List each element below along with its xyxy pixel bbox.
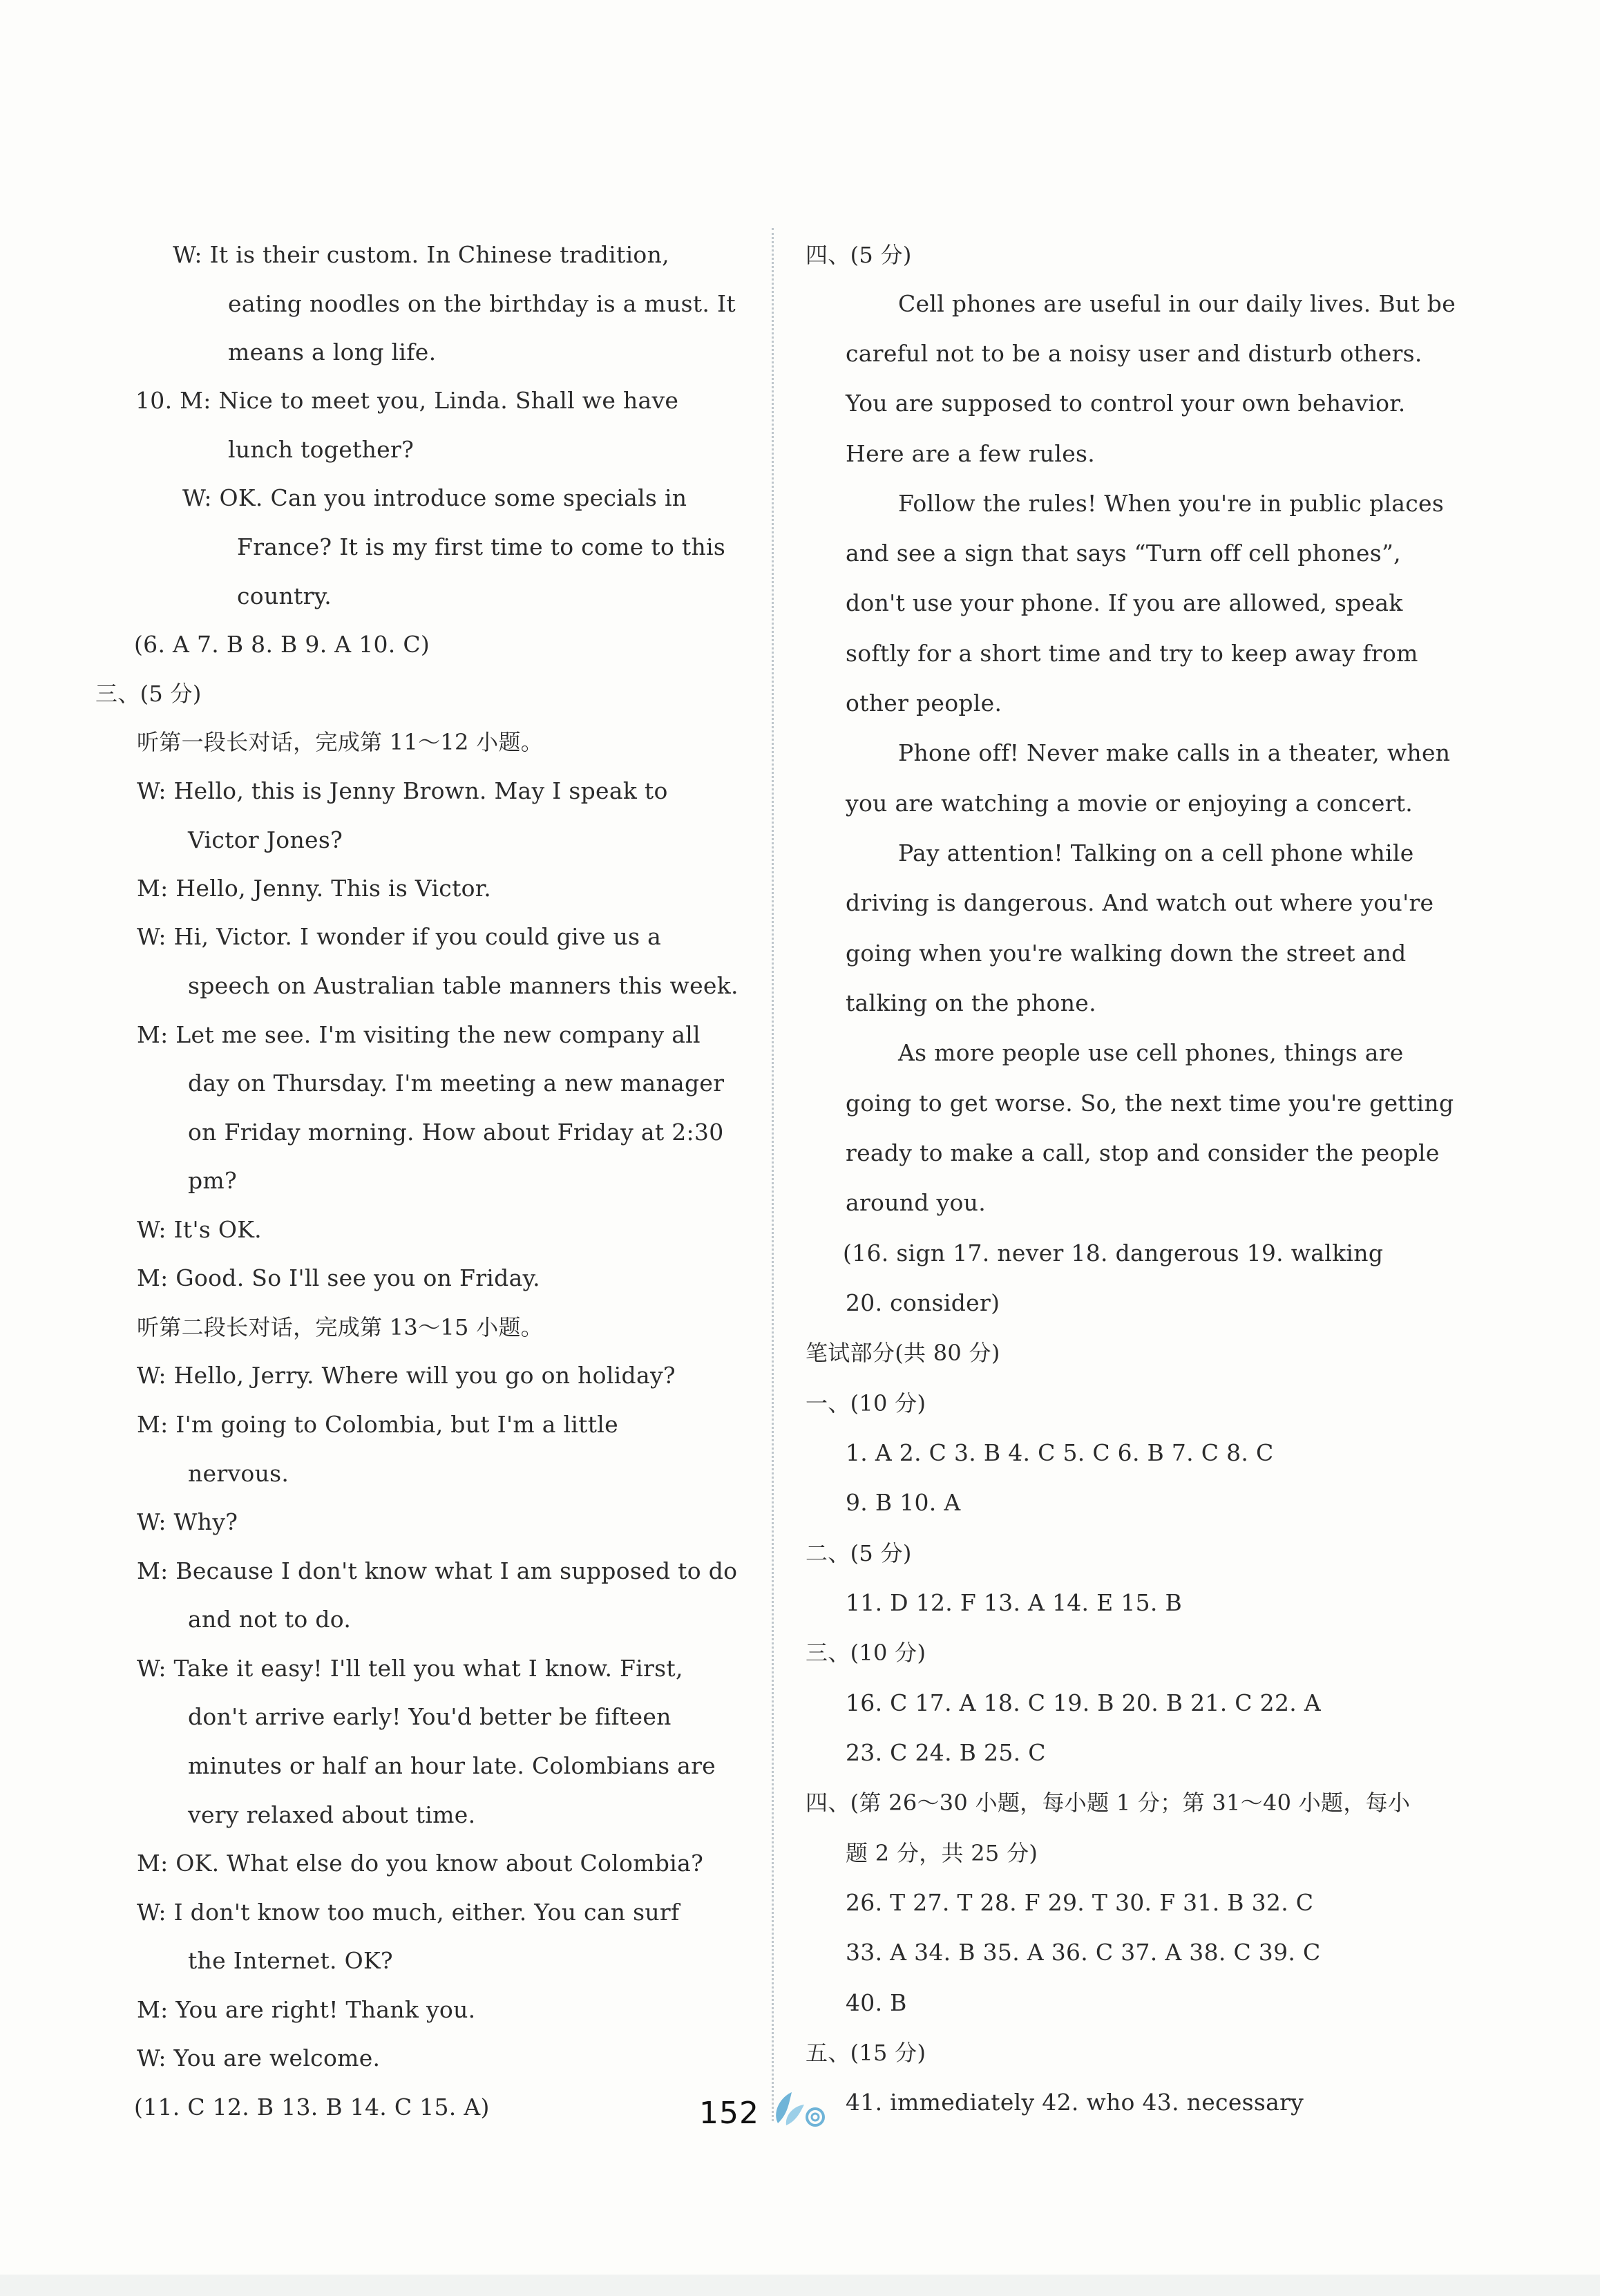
passage-line: talking on the phone. xyxy=(846,989,1096,1016)
dialog-2-line: and not to do. xyxy=(188,1606,352,1633)
answers-16-20-line-2: 20. consider) xyxy=(846,1289,1000,1316)
answers-6-10: (6. A 7. B 8. B 9. A 10. C) xyxy=(134,631,430,658)
dialog-1-line: M: Good. So I'll see you on Friday. xyxy=(137,1264,540,1291)
dialog-10-w-line-1: W: OK. Can you introduce some specials in xyxy=(182,484,687,511)
passage-line: around you. xyxy=(846,1189,986,1216)
dialog-1-line: day on Thursday. I'm meeting a new manager xyxy=(188,1070,725,1097)
part-4-answers-line-2: 33. A 34. B 35. A 36. C 37. A 38. C 39. C xyxy=(846,1939,1321,1966)
part-4-header-line-2: 题 2 分，共 25 分) xyxy=(846,1840,1038,1866)
dialog-1-line: W: Hello, this is Jenny Brown. May I speak to xyxy=(137,777,668,804)
part-3-header: 三、(10 分) xyxy=(806,1640,926,1666)
dialog-9-w-line-3: means a long life. xyxy=(228,339,437,366)
dialog-2-line: don't arrive early! You'd better be fifteen xyxy=(188,1703,672,1730)
passage-line: don't use your phone. If you are allowed, speak xyxy=(846,589,1403,616)
passage-line: As more people use cell phones, things are xyxy=(898,1039,1404,1066)
right-column xyxy=(788,0,1600,2296)
part-4-header-line-1: 四、(第 26～30 小题，每小题 1 分；第 31～40 小题，每小 xyxy=(806,1790,1411,1816)
bottom-edge-band xyxy=(0,2275,1600,2296)
page-number: 152 xyxy=(699,2096,759,2131)
part-1-answers-line-2: 9. B 10. A xyxy=(846,1489,961,1516)
dialog-2-line: W: Take it easy! I'll tell you what I know. First, xyxy=(137,1655,683,1682)
part-4-answers-line-1: 26. T 27. T 28. F 29. T 30. F 31. B 32. C xyxy=(846,1889,1314,1916)
section-4-header: 四、(5 分) xyxy=(806,242,912,268)
passage-line: other people. xyxy=(846,690,1002,717)
passage-line: careful not to be a noisy user and disturb others. xyxy=(846,340,1422,367)
dialog-2-line: W: Why? xyxy=(137,1508,238,1535)
part-2-header: 二、(5 分) xyxy=(806,1540,912,1566)
dialog-1-line: M: Let me see. I'm visiting the new company all xyxy=(137,1021,701,1048)
dialog-1-line: Victor Jones? xyxy=(188,826,343,853)
part-3-answers-line-1: 16. C 17. A 18. C 19. B 20. B 21. C 22. A xyxy=(846,1689,1321,1716)
answers-16-20-line-1: (16. sign 17. never 18. dangerous 19. walking xyxy=(843,1240,1384,1266)
dialog-2-line: the Internet. OK? xyxy=(188,1947,393,1974)
left-column xyxy=(0,0,767,2296)
part-3-answers-line-2: 23. C 24. B 25. C xyxy=(846,1739,1046,1766)
part-1-answers-line-1: 1. A 2. C 3. B 4. C 5. C 6. B 7. C 8. C xyxy=(846,1439,1274,1466)
passage-line: Phone off! Never make calls in a theater, when xyxy=(898,739,1451,766)
dialog-1-line: pm? xyxy=(188,1167,238,1194)
dialog-2-line: M: Because I don't know what I am supposed to do xyxy=(137,1557,738,1584)
dialog-1-line: M: Hello, Jenny. This is Victor. xyxy=(137,875,492,902)
dialog-1-line: W: Hi, Victor. I wonder if you could give us a xyxy=(137,923,662,950)
dialog-2-line: W: I don't know too much, either. You can surf xyxy=(137,1899,680,1926)
part-2-answers: 11. D 12. F 13. A 14. E 15. B xyxy=(846,1589,1183,1616)
passage-line: and see a sign that says “Turn off cell phones”, xyxy=(846,540,1401,567)
passage-line: going to get worse. So, the next time you're getting xyxy=(846,1090,1454,1117)
passage-line: softly for a short time and try to keep away from xyxy=(846,640,1418,667)
dialog-10-m-line-1: 10. M: Nice to meet you, Linda. Shall we have xyxy=(135,387,679,414)
section-3-intro-2: 听第二段长对话，完成第 13～15 小题。 xyxy=(137,1314,544,1340)
passage-line: Follow the rules! When you're in public places xyxy=(898,490,1445,517)
dialog-10-w-line-2: France? It is my first time to come to this xyxy=(237,533,726,560)
dialog-10-m-line-2: lunch together? xyxy=(228,436,415,463)
part-5-answers: 41. immediately 42. who 43. necessary xyxy=(846,2089,1304,2116)
passage-line: ready to make a call, stop and consider the people xyxy=(846,1139,1440,1166)
dialog-2-line: M: OK. What else do you know about Colombia? xyxy=(137,1850,704,1877)
section-3-intro-1: 听第一段长对话，完成第 11～12 小题。 xyxy=(137,729,544,755)
dialog-1-line: W: It's OK. xyxy=(137,1216,262,1243)
dialog-2-line: M: You are right! Thank you. xyxy=(137,1996,476,2023)
part-1-header: 一、(10 分) xyxy=(806,1390,926,1416)
answers-11-15: (11. C 12. B 13. B 14. C 15. A) xyxy=(134,2094,490,2121)
written-part-header: 笔试部分(共 80 分) xyxy=(806,1340,1000,1366)
dialog-2-line: W: You are welcome. xyxy=(137,2044,381,2071)
dialog-2-line: nervous. xyxy=(188,1460,289,1487)
passage-line: driving is dangerous. And watch out where you're xyxy=(846,889,1434,916)
dialog-2-line: very relaxed about time. xyxy=(188,1801,476,1828)
dialog-9-w-line-1: W: It is their custom. In Chinese tradition, xyxy=(173,241,669,268)
dialog-10-w-line-3: country. xyxy=(237,582,332,609)
column-divider xyxy=(772,228,774,2121)
part-4-answers-line-3: 40. B xyxy=(846,1989,907,2016)
passage-line: You are supposed to control your own behavior. xyxy=(846,390,1406,417)
dialog-1-line: on Friday morning. How about Friday at 2:30 xyxy=(188,1119,724,1146)
passage-line: Cell phones are useful in our daily lives. But be xyxy=(898,290,1456,317)
part-5-header: 五、(15 分) xyxy=(806,2040,926,2066)
passage-line: you are watching a movie or enjoying a concert. xyxy=(846,790,1413,817)
dialog-2-line: minutes or half an hour late. Colombians are xyxy=(188,1752,716,1779)
passage-line: Pay attention! Talking on a cell phone while xyxy=(898,839,1414,866)
dialog-1-line: speech on Australian table manners this week. xyxy=(188,972,739,999)
section-3-header: 三、(5 分) xyxy=(95,681,202,707)
decorative-leaf-swirl-icon xyxy=(765,2085,835,2134)
dialog-2-line: M: I'm going to Colombia, but I'm a little xyxy=(137,1411,618,1438)
dialog-2-line: W: Hello, Jerry. Where will you go on holiday? xyxy=(137,1362,676,1389)
passage-line: going when you're walking down the street and xyxy=(846,940,1407,967)
dialog-9-w-line-2: eating noodles on the birthday is a must. It xyxy=(228,290,736,317)
passage-line: Here are a few rules. xyxy=(846,440,1096,467)
